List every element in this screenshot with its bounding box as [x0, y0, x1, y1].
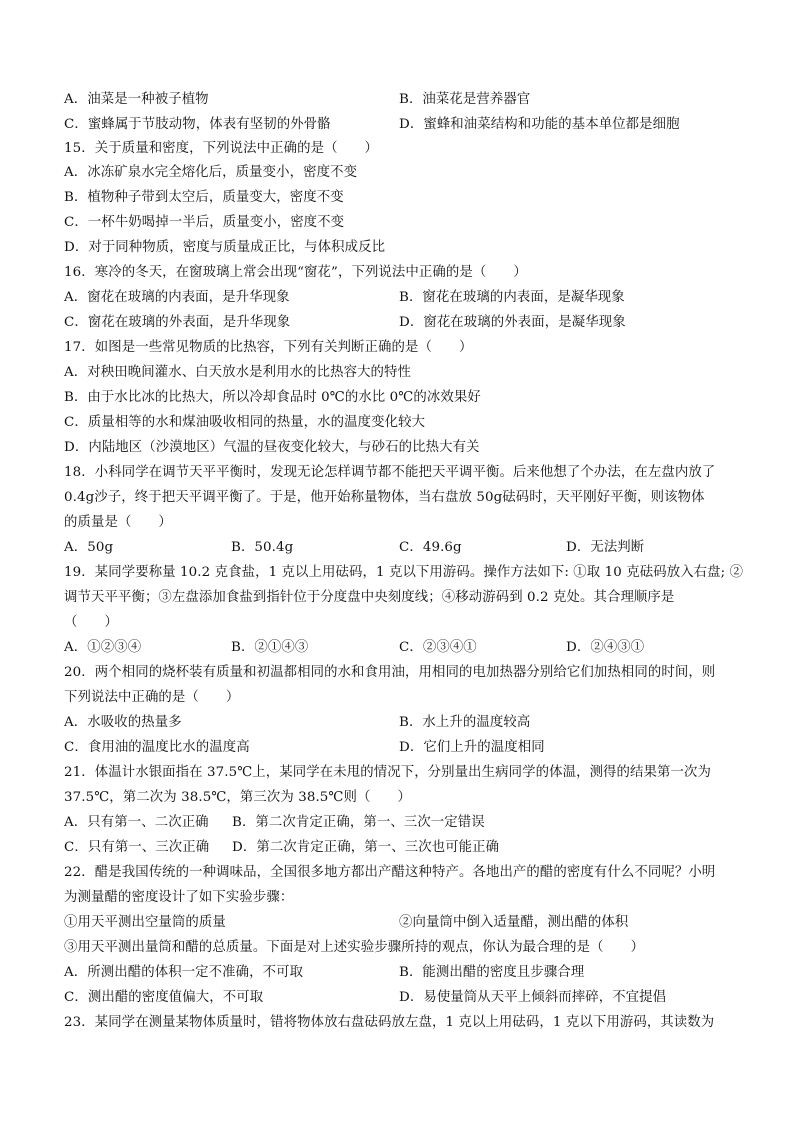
q15-stem: 15．关于质量和密度，下列说法中正确的是（ ）: [64, 141, 379, 156]
q18-option-a: A．50g: [64, 540, 114, 555]
q23-stem-line1: 23．某同学在测量某物体质量时，错将物体放右盘砝码放左盘，1 克以上用砝码，1 克以下用游码，其读数为: [64, 1015, 715, 1030]
q20-option-b: B．水上升的温度较高: [399, 715, 531, 730]
q19-option-a: A．①②③④: [64, 640, 142, 655]
q19-stem-line2: 调节天平平衡；③左盘添加食盐到指针位于分度盘中央刻度线；④移动游码到 0.2 克处。其合理顺序是: [64, 590, 675, 605]
q20-option-a: A．水吸收的热量多: [64, 715, 182, 730]
q15-option-c: C．一杯牛奶喝掉一半后，质量变小，密度不变: [64, 215, 345, 230]
q17-stem: 17．如图是一些常见物质的比热容，下列有关判断正确的是（ ）: [64, 340, 473, 355]
q18-option-b: B．50.4g: [231, 540, 294, 555]
q21-stem-line1: 21．体温计水银面指在 37.5℃上，某同学在未甩的情况下，分别量出生病同学的体温，测得的结果第一次为: [64, 765, 711, 780]
q18-stem-line1: 18．小科同学在调节天平平衡时，发现无论怎样调节都不能把天平调平衡。后来他想了个办法，在左盘内放了: [64, 465, 716, 480]
q22-step-3: ③用天平测出量筒和醋的总质量。下面是对上述实验步骤所持的观点，你认为最合理的是（ ）: [64, 940, 645, 955]
q22-option-a: A．所测出醋的体积一定不准确，不可取: [64, 965, 304, 980]
q22-step-2: ②向量筒中倒入适量醋，测出醋的体积: [399, 915, 629, 930]
q16-option-a: A．窗花在玻璃的内表面，是升华现象: [64, 290, 290, 305]
q22-option-d: D．易使量筒从天平上倾斜而摔碎，不宜提倡: [399, 990, 667, 1005]
q15-option-b: B．植物种子带到太空后，质量变大，密度不变: [64, 190, 344, 205]
q21-option-b: B．第二次肯定正确，第一、三次一定错误: [232, 815, 485, 830]
q17-option-a: A．对秧田晚间灌水、白天放水是利用水的比热容大的特性: [64, 365, 412, 380]
q21-option-c: C．只有第一、三次正确: [64, 840, 210, 855]
q16-option-b: B．窗花在玻璃的内表面，是凝华现象: [399, 290, 625, 305]
q14-option-a: A．油菜是一种被子植物: [64, 92, 209, 107]
q19-option-b: B．②①④③: [231, 640, 309, 655]
q20-option-c: C．食用油的温度比水的温度高: [64, 740, 250, 755]
q17-option-d: D．内陆地区（沙漠地区）气温的昼夜变化较大，与砂石的比热大有关: [64, 440, 480, 455]
q19-stem-line1: 19．某同学要称量 10.2 克食盐，1 克以上用砝码，1 克以下用游码。操作方法如下: ①取 10 克砝码放入右盘; ②: [64, 565, 744, 580]
q18-option-c: C．49.6g: [399, 540, 462, 555]
q17-option-c: C．质量相等的水和煤油吸收相同的热量，水的温度变化较大: [64, 415, 426, 430]
q14-option-b: B．油菜花是营养器官: [399, 92, 531, 107]
q22-option-b: B．能测出醋的密度且步骤合理: [399, 965, 585, 980]
q16-stem: 16．寒冷的冬天，在窗玻璃上常会出现“窗花”，下列说法中正确的是（ ）: [64, 265, 527, 280]
q20-stem-line1: 20．两个相同的烧杯装有质量和初温都相同的水和食用油，用相同的电加热器分别给它们加热相同的时间，则: [64, 665, 716, 680]
q21-option-a: A．只有第一、二次正确: [64, 815, 209, 830]
q18-option-d: D．无法判断: [566, 540, 645, 555]
q18-stem-line3: 的质量是（ ）: [64, 515, 172, 530]
q21-option-d: D．第二次肯定正确，第一、三次也可能正确: [232, 840, 500, 855]
q19-stem-line3: （ ）: [64, 615, 118, 630]
q22-step-1: ①用天平测出空量筒的质量: [64, 915, 226, 930]
q16-option-d: D．窗花在玻璃的外表面，是凝华现象: [399, 315, 626, 330]
q19-option-d: D．②④③①: [566, 640, 645, 655]
q18-stem-line2: 0.4g沙子，终于把天平调平衡了。于是，他开始称量物体，当右盘放 50g砝码时，天平刚好平衡，则该物体: [64, 490, 705, 505]
q15-option-a: A．冰冻矿泉水完全熔化后，质量变小，密度不变: [64, 165, 358, 180]
q20-stem-line2: 下列说法中正确的是（ ）: [64, 690, 240, 705]
q22-option-c: C．测出醋的密度值偏大，不可取: [64, 990, 264, 1005]
q22-stem-line1: 22．醋是我国传统的一种调味品，全国很多地方都出产醋这种特产。各地出产的醋的密度有什么不同呢？小明: [64, 865, 716, 880]
q21-stem-line2: 37.5℃，第二次为 38.5℃，第三次为 38.5℃则（ ）: [64, 790, 411, 805]
q16-option-c: C．窗花在玻璃的外表面，是升华现象: [64, 315, 291, 330]
q14-option-c: C．蜜蜂属于节肢动物，体表有坚韧的外骨骼: [64, 117, 331, 132]
q19-option-c: C．②③④①: [399, 640, 477, 655]
q15-option-d: D．对于同种物质，密度与质量成正比，与体积成反比: [64, 240, 386, 255]
q14-option-d: D．蜜蜂和油菜结构和功能的基本单位都是细胞: [399, 117, 680, 132]
q20-option-d: D．它们上升的温度相同: [399, 740, 545, 755]
q22-stem-line2: 为测量醋的密度设计了如下实验步骤：: [64, 890, 294, 905]
q17-option-b: B．由于水比冰的比热大，所以冷却食品时 0℃的水比 0℃的冰效果好: [64, 390, 481, 405]
